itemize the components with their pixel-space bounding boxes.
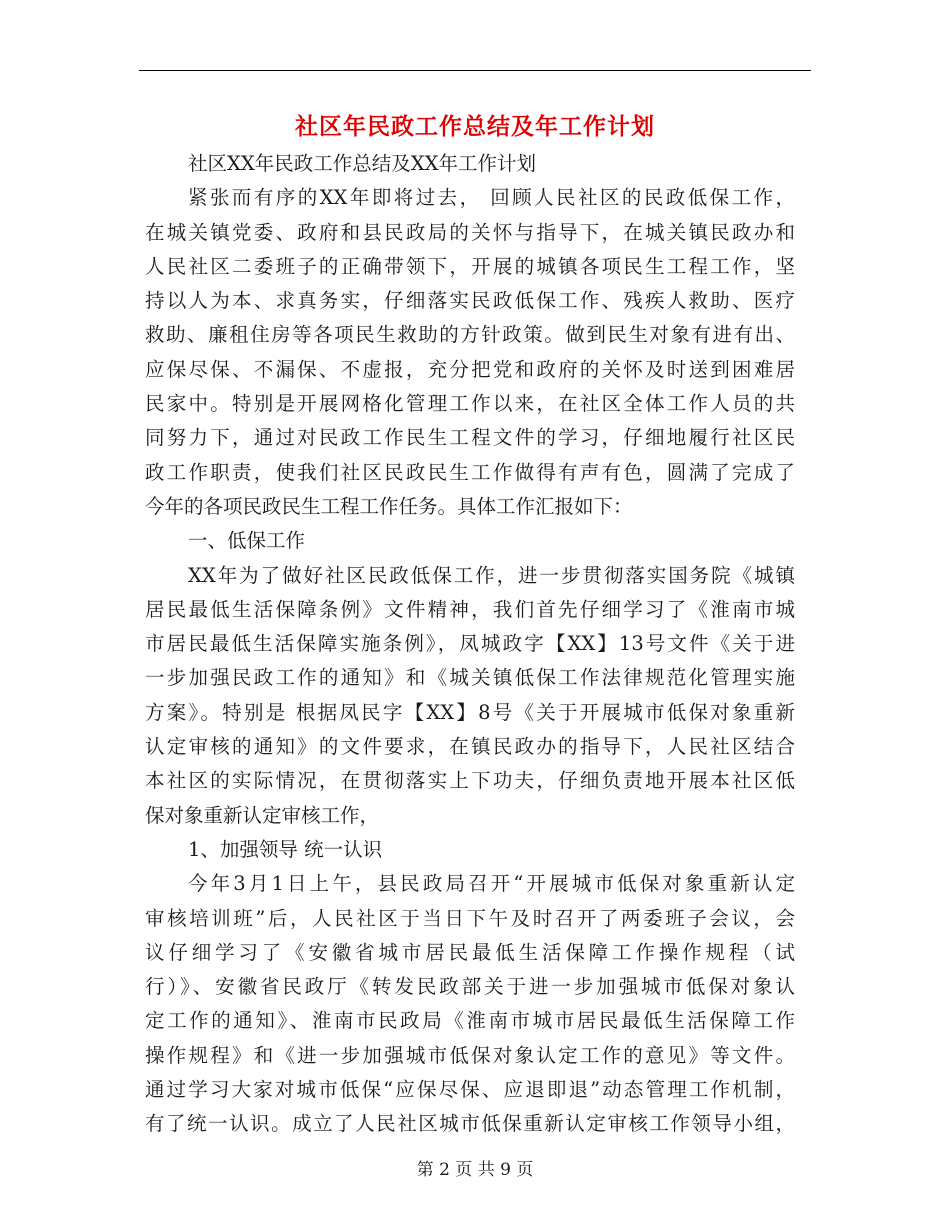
text-line: 居民最低生活保障条例》文件精神，我们首先仔细学习了《淮南市城 (145, 597, 795, 621)
text-line: 紧张而有序的XX年即将过去， 回顾人民社区的民政低保工作， (188, 186, 795, 210)
text-line: 有了统一认识。成立了人民社区城市低保重新认定审核工作领导小组， (145, 1112, 795, 1136)
text-line: 一步加强民政工作的通知》和《城关镇低保工作法律规范化管理实施 (145, 666, 795, 690)
document-body (145, 147, 795, 1142)
text-line: 行）》、安徽省民政厅《转发民政部关于进一步加强城市低保对象认 (145, 975, 795, 999)
text-line: 今年3月1日上午，县民政局召开“开展城市低保对象重新认定 (188, 872, 795, 896)
text-line: 在城关镇党委、政府和县民政局的关怀与指导下，在城关镇民政办和 (145, 220, 795, 244)
section-heading: 一、低保工作 (188, 529, 306, 553)
text-line: 持以人为本、求真务实，仔细落实民政低保工作、残疾人救助、医疗 (145, 289, 795, 313)
text-line: 操作规程》和《进一步加强城市低保对象认定工作的意见》等文件。 (145, 1043, 795, 1067)
text-line: 应保尽保、不漏保、不虚报，充分把党和政府的关怀及时送到困难居 (145, 357, 795, 381)
text-line: 民家中。特别是开展网格化管理工作以来，在社区全体工作人员的共 (145, 392, 795, 416)
text-line: 认定审核的通知》的文件要求，在镇民政办的指导下，人民社区结合 (145, 735, 795, 759)
text-line: 审核培训班”后，人民社区于当日下午及时召开了两委班子会议，会 (145, 906, 795, 930)
header-rule (139, 70, 811, 71)
text-line: XX年为了做好社区民政低保工作，进一步贯彻落实国务院《城镇 (188, 563, 795, 587)
text-line: 保对象重新认定审核工作， (145, 803, 380, 827)
text-line: 今年的各项民政民生工程工作任务。具体工作汇报如下： (145, 494, 633, 518)
document-title: 社区年民政工作总结及年工作计划 (295, 114, 655, 140)
text-line: 市居民最低生活保障实施条例》，凤城政字【XX】13号文件《关于进 (145, 632, 795, 656)
text-line: 议仔细学习了《安徽省城市居民最低生活保障工作操作规程（试 (145, 940, 795, 964)
text-line: 通过学习大家对城市低保“应保尽保、应退即退”动态管理工作机制， (145, 1078, 795, 1102)
text-line: 政工作职责，使我们社区民政民生工作做得有声有色，圆满了完成了 (145, 460, 795, 484)
text-line: 同努力下，通过对民政工作民生工程文件的学习，仔细地履行社区民 (145, 426, 795, 450)
text-line: 本社区的实际情况，在贯彻落实上下功夫，仔细负责地开展本社区低 (145, 769, 795, 793)
subsection-heading: 1、加强领导 统一认识 (188, 837, 383, 861)
text-line: 方案》。特别是 根据凤民字【XX】8号《关于开展城市低保对象重新 (145, 700, 795, 724)
text-line: 定工作的通知》、淮南市民政局《淮南市城市居民最低生活保障工作 (145, 1009, 795, 1033)
text-line: 救助、廉租住房等各项民生救助的方针政策。做到民生对象有进有出、 (145, 323, 795, 347)
text-line: 社区XX年民政工作总结及XX年工作计划 (188, 152, 537, 175)
text-line: 人民社区二委班子的正确带领下，开展的城镇各项民生工程工作，坚 (145, 254, 795, 278)
page-footer: 第 2 页 共 9 页 (416, 1160, 534, 1180)
